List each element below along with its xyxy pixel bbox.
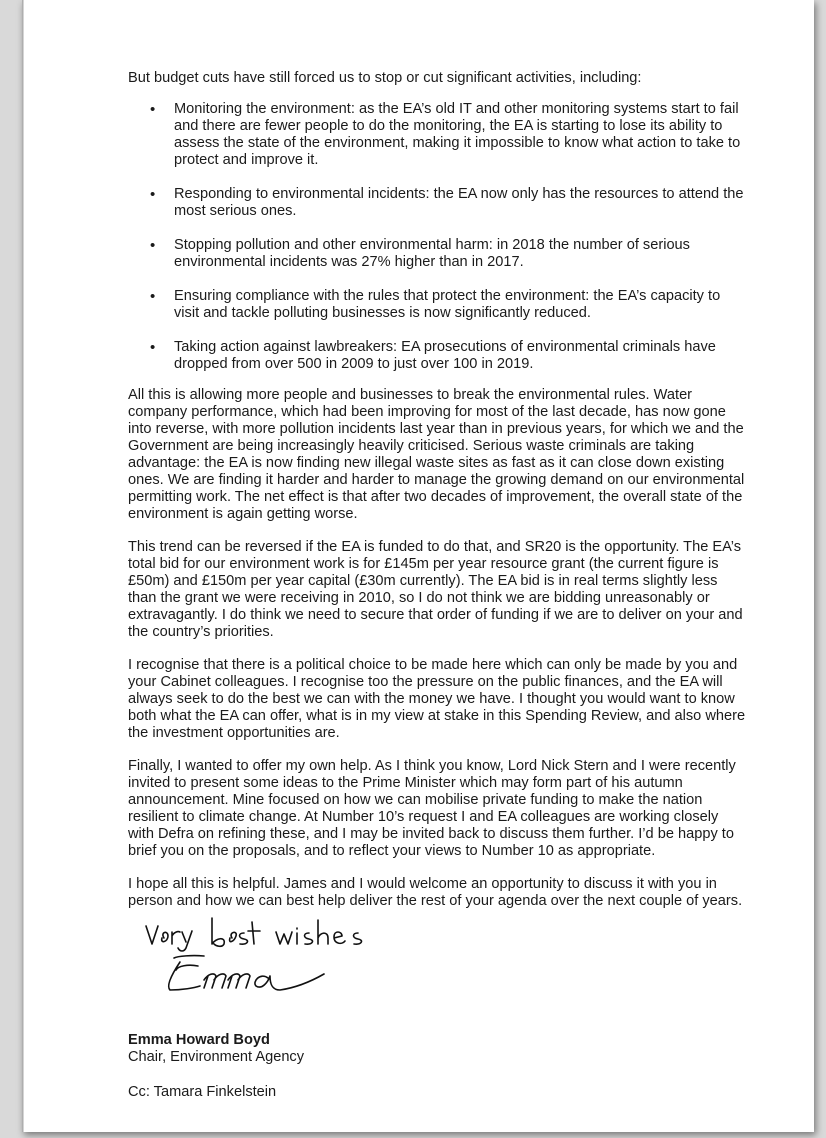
- list-item-text: Stopping pollution and other environmental harm: in 2018 the number of serious environmental incidents was 27% higher than in 2017.: [174, 237, 690, 270]
- very-best-wishes-handwriting: [146, 918, 361, 951]
- bullet-icon: •: [150, 237, 156, 254]
- signatory-title: Chair, Environment Agency: [128, 1049, 305, 1065]
- list-item-text: Taking action against lawbreakers: EA prosecutions of environmental criminals have dropped from over 500 in 2009 to just over 100 in 2019.: [174, 339, 716, 372]
- bullet-icon: •: [150, 101, 156, 118]
- paragraph-environmental-rules: All this is allowing more people and businesses to break the environmental rules. Water company performance, which had been improving for most of the last decade, has now gone into reverse, with more pollution incidents last year than in previous years, for which we and the Government are being increasingly heavily criticised. Serious waste criminals are taking advantage: the EA is now finding new illegal waste sites as fast as it can close down existing ones. We are finding it harder and harder to manage the growing demand on our environmental permitting work. The net effect is that after two decades of improvement, the overall state of the environment is again getting worse.: [128, 387, 745, 522]
- list-item-text: Ensuring compliance with the rules that protect the environment: the EA’s capacity to visit and tackle polluting businesses is now significantly reduced.: [174, 288, 721, 321]
- paragraph-political-choice: I recognise that there is a political choice to be made here which can only be made by you and your Cabinet colleagues. I recognise too the pressure on the public finances, and the EA will always seek to do the best we can with the money we have. I thought you would want to know both what the EA can offer, what is in my view at stake in this Spending Review, and also where the investment opportunities are.: [128, 657, 746, 741]
- list-item: [128, 288, 748, 322]
- list-item: [128, 237, 748, 271]
- intro-paragraph: But budget cuts have still forced us to stop or cut significant activities, including:: [128, 70, 642, 86]
- handwriting-drawing: [134, 914, 394, 1032]
- bullet-icon: •: [150, 186, 156, 203]
- activities-list: [128, 101, 748, 373]
- letter-page: [22, 0, 814, 1132]
- paragraph-funding-bid: This trend can be reversed if the EA is funded to do that, and SR20 is the opportunity. The EA’s total bid for our environment work is for £145m per year resource grant (the current figure is £50m) and £150m per year capital (£30m currently). The EA bid is in real terms slightly less than the grant we were receiving in 2010, so I do not think we are bidding unreasonably or extravagantly. I do think we need to secure that order of funding if we are to deliver on your and the country’s priorities.: [128, 539, 743, 640]
- cc-line: Cc: Tamara Finkelstein: [128, 1084, 277, 1100]
- letter-body: [128, 70, 748, 1101]
- list-item-text: Responding to environmental incidents: the EA now only has the resources to attend the most serious ones.: [174, 186, 744, 219]
- list-item: [128, 101, 748, 169]
- closing-paragraph: I hope all this is helpful. James and I would welcome an opportunity to discuss it with you in person and how we can best help deliver the rest of your agenda over the next couple of years.: [128, 876, 743, 909]
- bullet-icon: •: [150, 288, 156, 305]
- list-item: [128, 339, 748, 373]
- page-edge: [22, 0, 24, 1132]
- list-item: [128, 186, 748, 220]
- bullet-icon: •: [150, 339, 156, 356]
- signature-handwriting: [169, 956, 324, 990]
- signatory-name: Emma Howard Boyd: [128, 1032, 270, 1048]
- list-item-text: Monitoring the environment: as the EA’s old IT and other monitoring systems start to fail and there are fewer people to do the monitoring, the EA is starting to lose its ability to assess the state of the environment, making it impossible to know what action to take to protect and improve it.: [174, 101, 741, 168]
- paragraph-offer-help: Finally, I wanted to offer my own help. As I think you know, Lord Nick Stern and I were recently invited to present some ideas to the Prime Minister which may form part of his autumn announcement. Mine focused on how we can mobilise private funding to make the nation resilient to climate change. At Number 10’s request I and EA colleagues are working closely with Defra on refining these, and I may be invited back to discuss them further. I’d be happy to brief you on the proposals, and to reflect your views to Number 10 as appropriate.: [128, 758, 736, 859]
- handwritten-signoff: [134, 914, 748, 1032]
